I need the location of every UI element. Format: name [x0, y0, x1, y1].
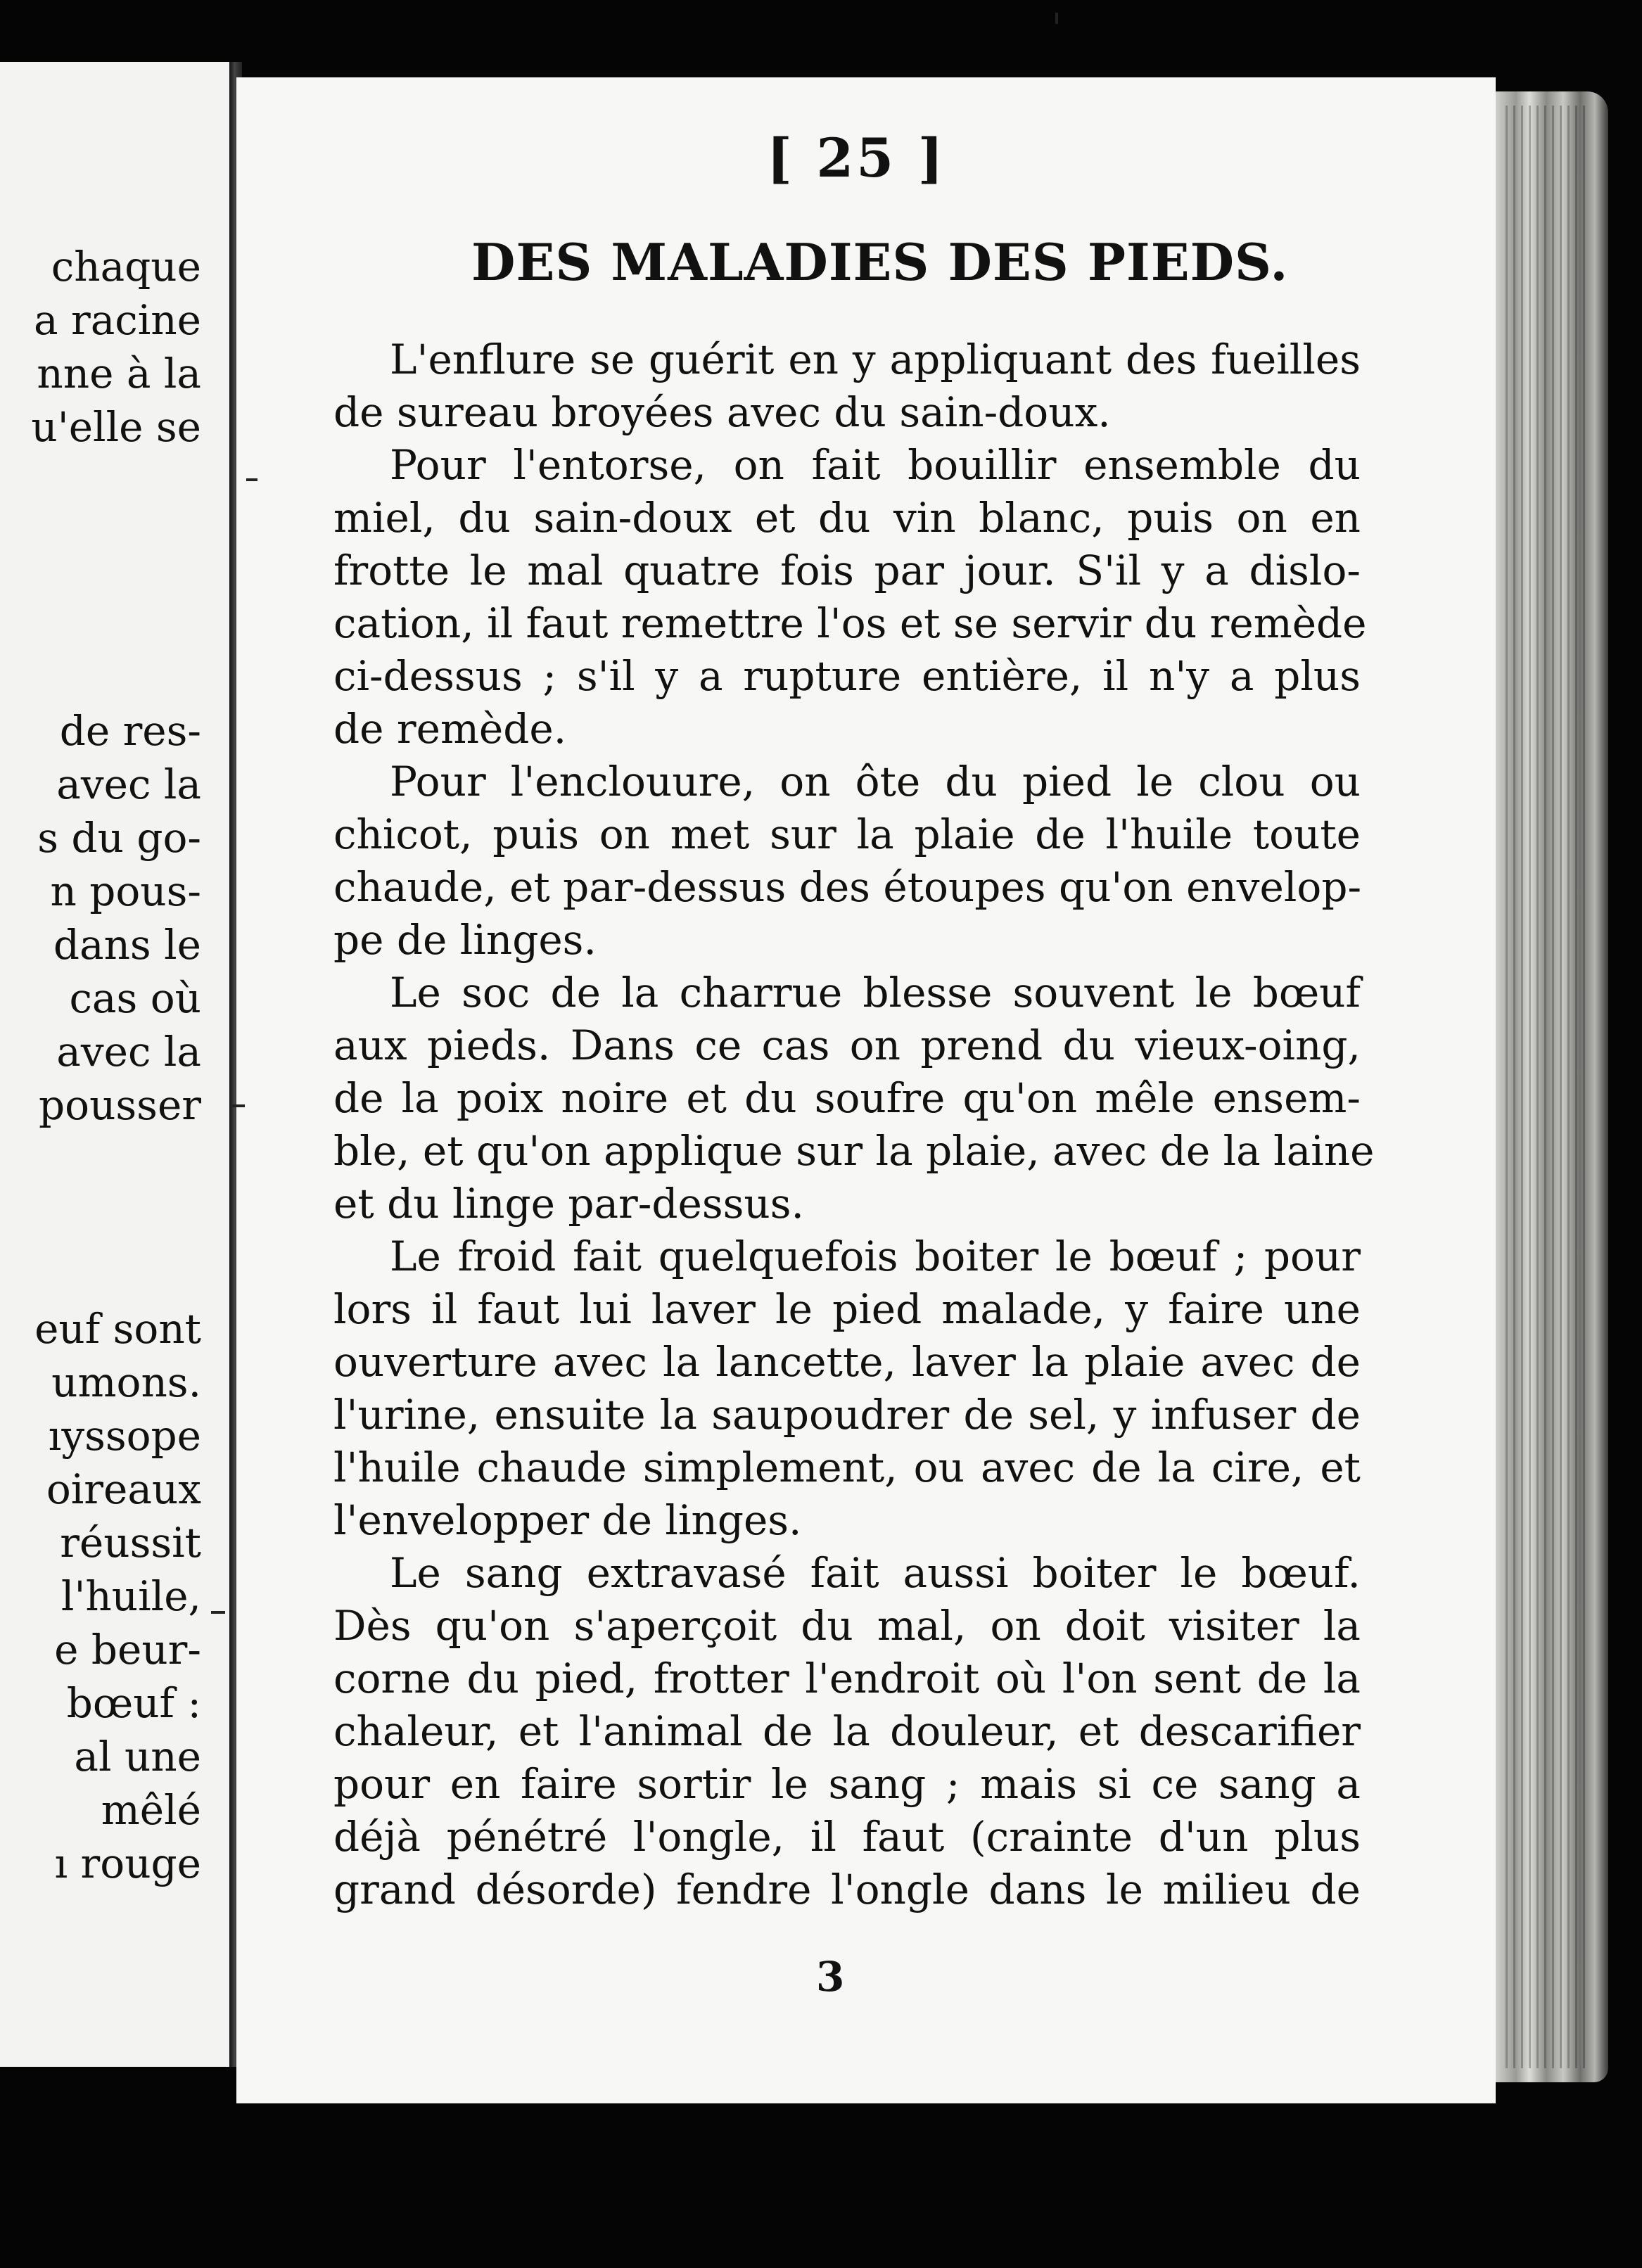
- text-line: l'huile chaude simplement, ou avec de la cire, et: [333, 1444, 1361, 1491]
- page-number: [ 25 ]: [767, 127, 946, 189]
- text-line: chaleur, et l'animal de la douleur, et descarifier: [333, 1707, 1361, 1755]
- scan-speck: [1055, 13, 1058, 24]
- margin-tick: [246, 478, 257, 481]
- signature-mark: 3: [816, 1953, 845, 2001]
- left-line: umons.: [51, 1358, 201, 1406]
- text-line: grand désorde) fendre l'ongle dans le milieu de: [333, 1866, 1361, 1913]
- left-line: n pous-: [50, 867, 201, 915]
- text-line: pour en faire sortir le sang ; mais si ce sang a: [333, 1760, 1361, 1808]
- text-line: ble, et qu'on applique sur la plaie, avec de la laine: [333, 1127, 1375, 1175]
- page-edge-lines: [1506, 106, 1590, 2068]
- text-line: chicot, puis on met sur la plaie de l'huile toute: [333, 810, 1361, 858]
- left-line: ıyssope: [48, 1412, 201, 1460]
- text-line: déjà pénétré l'ongle, il faut (crainte d'un plus: [333, 1813, 1361, 1861]
- text-line: de la poix noire et du soufre qu'on mêle ensem-: [333, 1074, 1361, 1122]
- left-line: l'huile,: [61, 1572, 201, 1620]
- left-line: s du go-: [37, 814, 201, 862]
- left-line: mêlé: [101, 1786, 201, 1834]
- text-line: ouverture avec la lancette, laver la plaie avec de: [333, 1338, 1361, 1386]
- text-line: corne du pied, frotter l'endroit où l'on sent de la: [333, 1655, 1361, 1702]
- left-line: ı rouge: [54, 1840, 201, 1887]
- text-line: miel, du sain-doux et du vin blanc, puis on en: [333, 494, 1361, 542]
- text-line: Pour l'entorse, on fait bouillir ensemble du: [390, 441, 1361, 489]
- left-line: e beur-: [54, 1626, 201, 1674]
- text-line: frotte le mal quatre fois par jour. S'il y a dislo-: [333, 547, 1361, 594]
- left-line: u'elle se: [31, 403, 201, 451]
- text-line: aux pieds. Dans ce cas on prend du vieux-oing,: [333, 1021, 1361, 1069]
- left-line: dans le: [53, 921, 201, 969]
- left-line: oireaux: [46, 1465, 201, 1513]
- text-line: Dès qu'on s'aperçoit du mal, on doit visiter la: [333, 1602, 1361, 1650]
- text-line: L'enflure se guérit en y appliquant des fueilles: [390, 336, 1361, 383]
- left-line: avec la: [56, 760, 201, 808]
- left-line: cas où: [69, 974, 201, 1022]
- margin-tick: [232, 1104, 245, 1107]
- text-line: Le sang extravasé fait aussi boiter le bœuf.: [390, 1549, 1361, 1597]
- text-line: l'urine, ensuite la saupoudrer de sel, y infuser de: [333, 1391, 1361, 1439]
- text-line: de remède.: [333, 705, 567, 753]
- left-line: réussit: [60, 1519, 201, 1567]
- text-line: pe de linges.: [333, 916, 597, 964]
- text-line: ci-dessus ; s'il y a rupture entière, il n'y a plus: [333, 652, 1361, 700]
- left-line: euf sont: [34, 1305, 201, 1353]
- text-line: cation, il faut remettre l'os et se servir du remède: [333, 599, 1367, 647]
- chapter-title: DES MALADIES DES PIEDS.: [471, 232, 1289, 292]
- left-line: chaque: [51, 243, 201, 291]
- left-page: [0, 62, 234, 2067]
- text-line: Le soc de la charrue blesse souvent le bœuf: [390, 969, 1361, 1017]
- text-line: de sureau broyées avec du sain-doux.: [333, 388, 1111, 436]
- margin-tick: [211, 1611, 225, 1614]
- text-line: chaude, et par-dessus des étoupes qu'on envelop-: [333, 863, 1362, 911]
- text-line: Le froid fait quelquefois boiter le bœuf ; pour: [390, 1232, 1361, 1280]
- left-line: avec la: [56, 1028, 201, 1076]
- left-line: nne à la: [37, 350, 201, 397]
- left-line: pousser: [39, 1081, 201, 1129]
- text-line: lors il faut lui laver le pied malade, y faire une: [333, 1285, 1361, 1333]
- left-line: bœuf :: [66, 1679, 201, 1727]
- left-line: al une: [74, 1733, 201, 1780]
- text-line: Pour l'enclouure, on ôte du pied le clou ou: [390, 758, 1361, 805]
- body-text: [333, 333, 1375, 1916]
- left-line: de res-: [59, 707, 201, 755]
- text-line: et du linge par-dessus.: [333, 1180, 804, 1228]
- left-line: a racine: [33, 296, 201, 344]
- text-line: l'envelopper de linges.: [333, 1496, 802, 1544]
